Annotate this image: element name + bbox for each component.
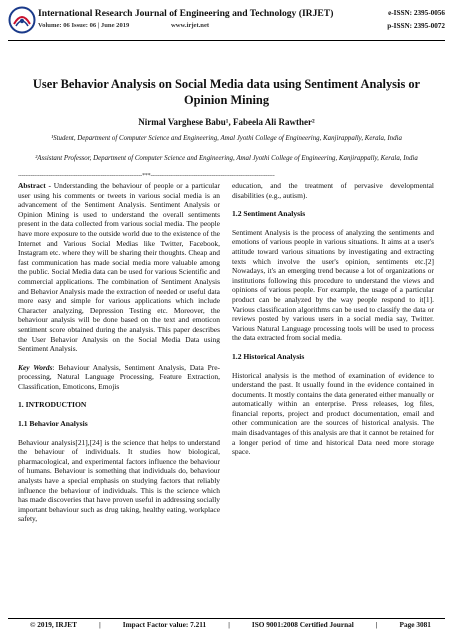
section-heading-introduction: 1. INTRODUCTION bbox=[18, 400, 87, 410]
footer-separator: | bbox=[99, 620, 101, 629]
impact-factor: Impact Factor value: 7.211 bbox=[122, 620, 207, 629]
behavior-analysis-text: Behaviour analysis[21],[24] is the science that helps to understand the behaviour of individuals. It studies how biological, pharmacological, and experimental factors influence the behaviour of humans. Behaviour is something that individuals do, behaviour analysts have a special emphasis on studying factors that reliably influence the behaviour of individuals. This is the science which has made discoveries that have proven useful in addressing socially important behaviour such as drug taking, healthy eating, workplace safety, bbox=[18, 437, 220, 524]
keywords-label: Key Words bbox=[18, 362, 53, 372]
left-column bbox=[18, 181, 220, 533]
affiliation-2: ²Assistant Professor, Department of Computer Science and Engineering, Amal Jyothi College of Engineering, Kanjirappally, Kerala, India bbox=[35, 155, 418, 162]
paper-authors: Nirmal Varghese Babu¹, Fabeela Ali Rawther² bbox=[138, 117, 315, 127]
journal-url[interactable]: www.irjet.net bbox=[171, 22, 210, 29]
volume-info: Volume: 06 Issue: 06 | June 2019 bbox=[38, 22, 130, 29]
abstract bbox=[18, 181, 220, 354]
keywords-text: : Behaviour Analysis, Sentiment Analysis, Data Pre-processing, Natural Language Processing, Feature Extraction, Classification, Emoticons, Emojis bbox=[18, 362, 220, 391]
abstract-label: Abstract - bbox=[18, 181, 51, 190]
affiliation-1: ¹Student, Department of Computer Science and Engineering, Amal Jyothi College of Engineering, Kanjirappally, Kerala, India bbox=[51, 135, 402, 142]
e-issn: e-ISSN: 2395-0056 bbox=[388, 9, 445, 17]
footer-separator: | bbox=[375, 620, 378, 629]
continued-text: education, and the treatment of pervasive developmental disabilities (e.g., autism). bbox=[232, 181, 434, 200]
right-column bbox=[232, 181, 434, 466]
page-number: Page 3081 bbox=[399, 620, 431, 629]
keywords bbox=[18, 363, 220, 392]
footer-rule bbox=[8, 618, 445, 619]
journal-name: International Research Journal of Engineering and Technology (IRJET) bbox=[38, 8, 334, 19]
page-footer bbox=[8, 620, 445, 629]
section-divider: ---------------------------------------------------------------------***--------------------------------------------------------------------- bbox=[18, 173, 275, 179]
journal-meta bbox=[38, 22, 209, 29]
section-heading-sentiment-analysis: 1.2 Sentiment Analysis bbox=[232, 209, 306, 219]
journal-header bbox=[8, 6, 445, 38]
abstract-text: Understanding the behaviour of people or a particular user using his comments or tweets in various social media is an advancement of the Sentiment Analysis. Sentiment Analysis or Opinion Mining is used to understand the overall sentiments present in the data collected from various social media. The people have more exposure to the outside world due to the existence of the Internet and Various Social Medias like Twitter, Facebook, Instagram etc. where they will be sharing their thoughts. Cheap and fast communication has made social media more valuable among the public. Social Media data can be used for various Scientific and commercial applications. The combination of Sentiment Analysis and Behavior Analysis made the extraction of needed or useful data more easy and simple for various applications which include Character analyzing, Depression Testing etc. Moreover, the behaviour analysis will be done based on the text and emoticon sentiment score obtained during the analysis. This paper describes the User Behavior Analysis on the Social Media Data using Sentiment Analysis. bbox=[18, 181, 220, 354]
section-heading-historical-analysis: 1.2 Historical Analysis bbox=[232, 351, 305, 361]
historical-analysis-text: Historical analysis is the method of examination of evidence to understand the past. It usually found in the evidence contained in documents. It mostly contains the data generated either manually or automatically within an enterprise. Press releases, log files, financial reports, project and product documentation, email and other communication are the sources of historical analysis. The main disadvantages of this analysis are that it cannot be retained for a longer period of time and historical Data need more storage space. bbox=[232, 370, 434, 457]
section-heading-behavior-analysis: 1.1 Behavior Analysis bbox=[18, 419, 88, 429]
irjet-logo-icon bbox=[8, 6, 36, 34]
footer-separator: | bbox=[228, 620, 230, 629]
p-issn: p-ISSN: 2395-0072 bbox=[387, 22, 445, 30]
copyright: © 2019, IRJET bbox=[30, 620, 78, 629]
iso-certification: ISO 9001:2008 Certified Journal bbox=[251, 620, 354, 629]
header-rule bbox=[8, 40, 445, 41]
sentiment-analysis-text: Sentiment Analysis is the process of analyzing the sentiments and emotions of various people in various situations. It aims at a user's attitude toward various situations by investigating and extracting texts which involve the user's opinion, sentiments etc.[2] Nowadays, it's an emerging trend because a lot of organizations or institutions following this procedure to understand the views and opinions of various people. For example, the usage of a particular product can be analyzed by the way people respond to it[1]. Various classification algorithms can be used to classify the data or reviews posted by various users in a social media say, Twitter. Various Natural Language processing tools will be used to process the data extracted from social media. bbox=[232, 227, 434, 343]
paper-title: User Behavior Analysis on Social Media data using Sentiment Analysis or Opinion Mining bbox=[32, 77, 421, 107]
